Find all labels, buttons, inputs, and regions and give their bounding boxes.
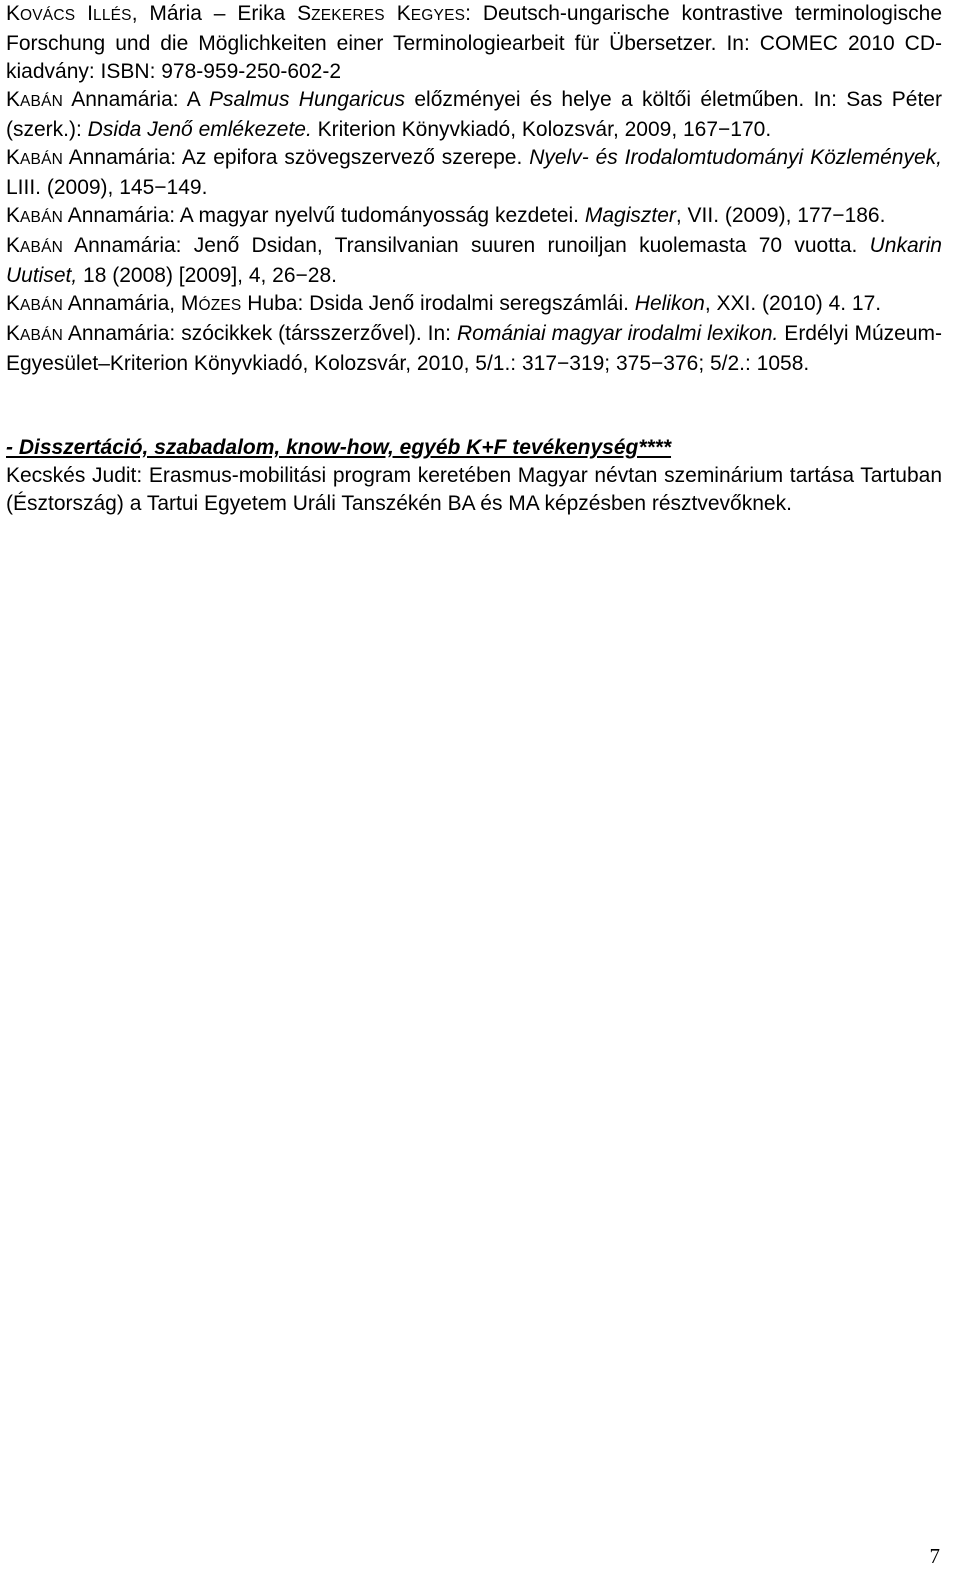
reference-text: K	[6, 322, 21, 345]
reference-title-italic: Nyelv- és Irodalomtudományi Közlemények,	[529, 146, 942, 169]
reference-text: , VII. (2009), 177−186.	[675, 204, 886, 227]
author-smallcaps: ABÁN	[20, 297, 64, 314]
reference-text: Erdélyi Múzeum-Egyesület–Kriterion Könyvkiadó, Kolozsvár, 2010, 5/1.: 317−319; 375−376; 5/2.: 1058.	[6, 322, 942, 375]
document-body	[6, 0, 942, 518]
reference-list	[6, 0, 942, 378]
reference-entry	[6, 290, 942, 320]
author-smallcaps: ABÁN	[20, 151, 64, 168]
reference-entry	[6, 144, 942, 202]
reference-text: K	[6, 204, 21, 227]
author-smallcaps: ZEKERES	[311, 7, 385, 24]
reference-text: K	[6, 146, 21, 169]
reference-text: K	[6, 234, 21, 257]
page-number: 7	[929, 1544, 940, 1568]
reference-text: 18 (2008) [2009], 4, 26−28.	[77, 264, 337, 287]
reference-title-italic: Magiszter	[584, 204, 676, 227]
author-smallcaps: LLÉS	[93, 7, 132, 24]
author-smallcaps: ABÁN	[20, 327, 64, 344]
reference-text: K	[6, 88, 21, 111]
reference-text: Kriterion Könyvkiadó, Kolozsvár, 2009, 167−170.	[311, 118, 772, 141]
author-smallcaps: EGYES	[410, 7, 466, 24]
reference-title-italic: Psalmus Hungaricus	[208, 88, 406, 111]
reference-entry	[6, 232, 942, 290]
reference-entry	[6, 202, 942, 232]
reference-text: Annamária: A magyar nyelvű tudományosság kezdetei.	[63, 204, 585, 227]
reference-text: , Mária – Erika S	[131, 2, 312, 25]
reference-text: I	[75, 2, 93, 25]
reference-text: K	[6, 2, 21, 25]
reference-text: Annamária: Az epifora szövegszervező szerepe.	[63, 146, 530, 169]
reference-text: Annamária, M	[63, 292, 199, 315]
reference-text: Huba: Dsida Jenő irodalmi seregszámlái.	[241, 292, 635, 315]
reference-title-italic: Romániai magyar irodalmi lexikon.	[456, 322, 779, 345]
reference-text: Annamária: szócikkek (társszerzővel). In:	[63, 322, 457, 345]
reference-text: Annamária: Jenő Dsidan, Transilvanian suuren runoiljan kuolemasta 70 vuotta.	[63, 234, 870, 257]
reference-entry	[6, 320, 942, 378]
reference-text: előzményei és helye a költői életműben. In: Sas Péter (szerk.):	[6, 88, 942, 141]
reference-title-italic: Dsida Jenő emlékezete.	[87, 118, 312, 141]
author-smallcaps: ÓZES	[198, 297, 242, 314]
reference-text: K	[384, 2, 411, 25]
author-smallcaps: ABÁN	[20, 239, 64, 256]
section-text: Kecskés Judit: Erasmus-mobilitási program keretében Magyar névtan szeminárium tartása Tartuban (Észtország) a Tartui Egyetem Uráli Tanszékén BA és MA képzésben résztvevőknek.	[6, 464, 942, 515]
reference-entry	[6, 86, 942, 144]
reference-text: Annamária: A	[63, 88, 209, 111]
reference-text: : Deutsch-ungarische kontrastive terminologische Forschung und die Möglichkeiten einer Terminologiearbeit für Übersetzer. In: COMEC 2010 CD-kiadvány: ISBN: 978-959-250-602-2	[6, 2, 943, 83]
section-heading: - Disszertáció, szabadalom, know-how, egyéb K+F tevékenység****	[6, 436, 672, 459]
author-smallcaps: ABÁN	[20, 209, 64, 226]
reference-text: LIII. (2009), 145−149.	[6, 176, 208, 199]
reference-title-italic: Helikon	[634, 292, 705, 315]
reference-title-italic: Unkarin Uutiset,	[6, 234, 942, 287]
reference-text: , XXI. (2010) 4. 17.	[704, 292, 882, 315]
reference-text: K	[6, 292, 21, 315]
author-smallcaps: OVÁCS	[20, 7, 76, 24]
reference-entry	[6, 0, 942, 86]
author-smallcaps: ABÁN	[20, 93, 64, 110]
